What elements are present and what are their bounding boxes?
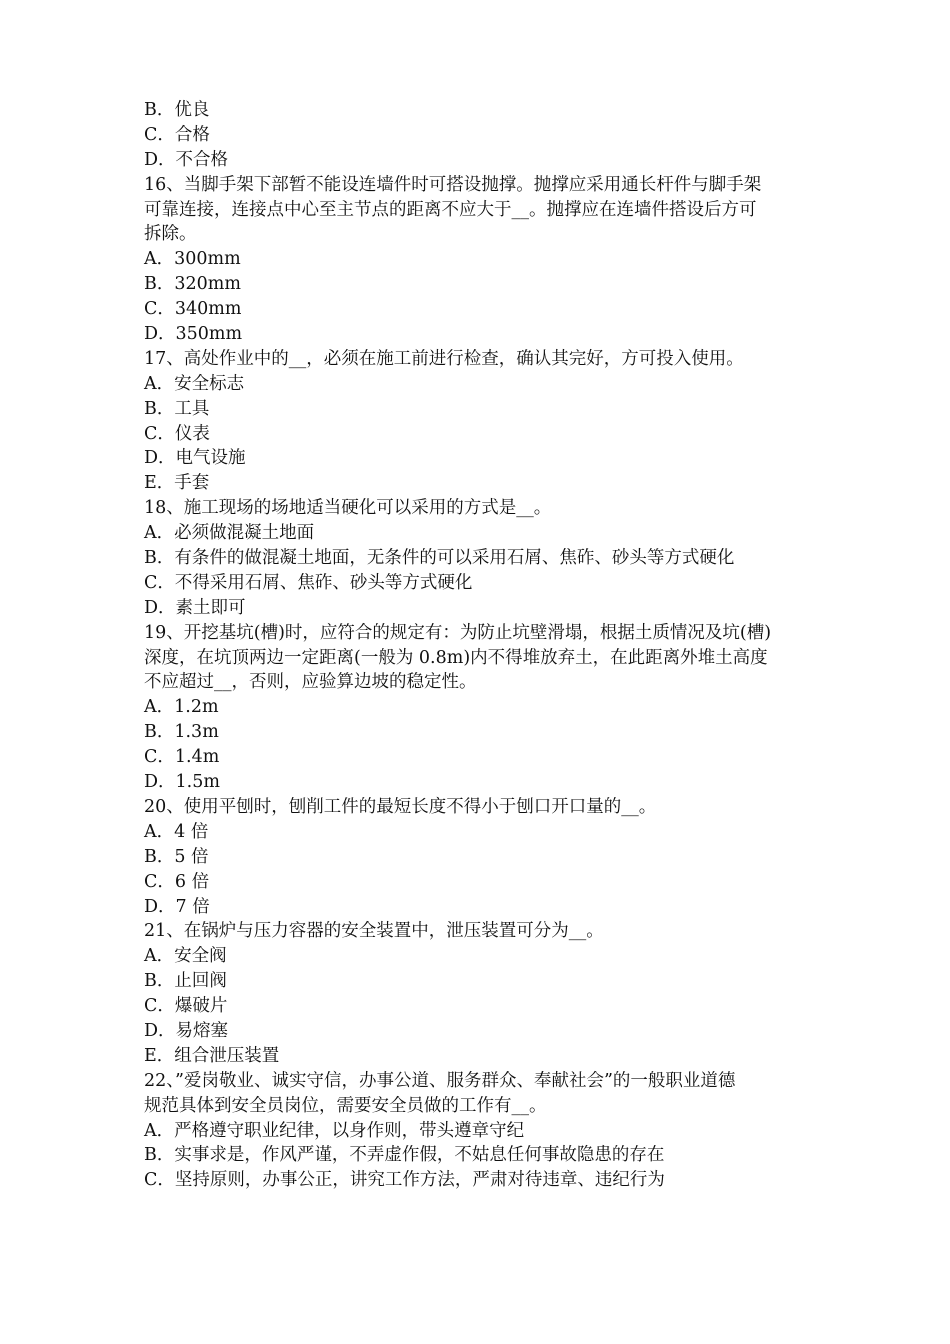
option-line: E．组合泄压装置 bbox=[144, 1045, 280, 1066]
question-16-line-2: 可靠连接，连接点中心至主节点的距离不应大于__。抛撑应在连墙件搭设后方可 bbox=[144, 199, 757, 220]
option-line: A．300mm bbox=[144, 249, 241, 270]
question-20: 20、使用平刨时，刨削工件的最短长度不得小于刨口开口量的__。 bbox=[144, 796, 657, 817]
option-line: D．不合格 bbox=[144, 149, 229, 170]
option-line: E．手套 bbox=[144, 473, 210, 494]
option-line: D．电气设施 bbox=[144, 448, 246, 469]
option-line: A．严格遵守职业纪律，以身作则，带头遵章守纪 bbox=[144, 1120, 525, 1141]
question-18: 18、施工现场的场地适当硬化可以采用的方式是__。 bbox=[144, 498, 552, 519]
question-19-line-1: 19、开挖基坑(槽)时，应符合的规定有：为防止坑壁滑塌，根据土质情况及坑(槽) bbox=[144, 622, 772, 643]
option-line: D．易熔塞 bbox=[144, 1020, 229, 1041]
option-line: A．1.2m bbox=[144, 697, 219, 718]
option-line: A．4 倍 bbox=[144, 821, 209, 842]
option-line: C．340mm bbox=[144, 299, 242, 320]
option-line: C．不得采用石屑、焦砟、砂头等方式硬化 bbox=[144, 572, 473, 593]
question-21: 21、在锅炉与压力容器的安全装置中，泄压装置可分为__。 bbox=[144, 921, 604, 942]
option-line: B．320mm bbox=[144, 274, 241, 295]
option-line: A．安全阀 bbox=[144, 946, 227, 967]
question-16-line-3: 拆除。 bbox=[144, 224, 197, 245]
option-line: C．爆破片 bbox=[144, 996, 228, 1017]
option-line: C．仪表 bbox=[144, 423, 210, 444]
question-19-line-2: 深度，在坑顶两边一定距离(一般为 0.8m)内不得堆放弃土，在此距离外堆土高度 bbox=[144, 647, 768, 668]
option-line: D．7 倍 bbox=[144, 896, 210, 917]
option-line: B．实事求是，作风严谨，不弄虚作假，不姑息任何事故隐患的存在 bbox=[144, 1145, 665, 1166]
option-line: C．1.4m bbox=[144, 747, 220, 768]
option-line: D．1.5m bbox=[144, 772, 220, 793]
question-16-line-1: 16、当脚手架下部暂不能设连墙件时可搭设抛撑。抛撑应采用通长杆件与脚手架 bbox=[144, 174, 762, 195]
option-line: C．6 倍 bbox=[144, 871, 210, 892]
question-22-line-2: 规范具体到安全员岗位，需要安全员做的工作有__。 bbox=[144, 1095, 547, 1116]
option-line: D．350mm bbox=[144, 324, 243, 345]
option-line: B．5 倍 bbox=[144, 846, 209, 867]
question-19-line-3: 不应超过__，否则，应验算边坡的稳定性。 bbox=[144, 672, 477, 693]
option-line: B．工具 bbox=[144, 398, 210, 419]
option-line: A．必须做混凝土地面 bbox=[144, 523, 315, 544]
document-body bbox=[144, 98, 814, 1193]
option-line: A．安全标志 bbox=[144, 373, 245, 394]
option-line: B．1.3m bbox=[144, 722, 219, 743]
option-line: C．坚持原则，办事公正，讲究工作方法，严肃对待违章、违纪行为 bbox=[144, 1170, 665, 1191]
option-line: B．止回阀 bbox=[144, 971, 227, 992]
option-line: D．素土即可 bbox=[144, 597, 246, 618]
question-17: 17、高处作业中的__，必须在施工前进行检查，确认其完好，方可投入使用。 bbox=[144, 348, 744, 369]
option-line: B．有条件的做混凝土地面，无条件的可以采用石屑、焦砟、砂头等方式硬化 bbox=[144, 548, 735, 569]
option-line: B．优良 bbox=[144, 100, 210, 120]
question-22-line-1: 22、”爱岗敬业、诚实守信，办事公道、服务群众、奉献社会”的一般职业道德 bbox=[144, 1070, 736, 1091]
option-line: C．合格 bbox=[144, 124, 210, 145]
